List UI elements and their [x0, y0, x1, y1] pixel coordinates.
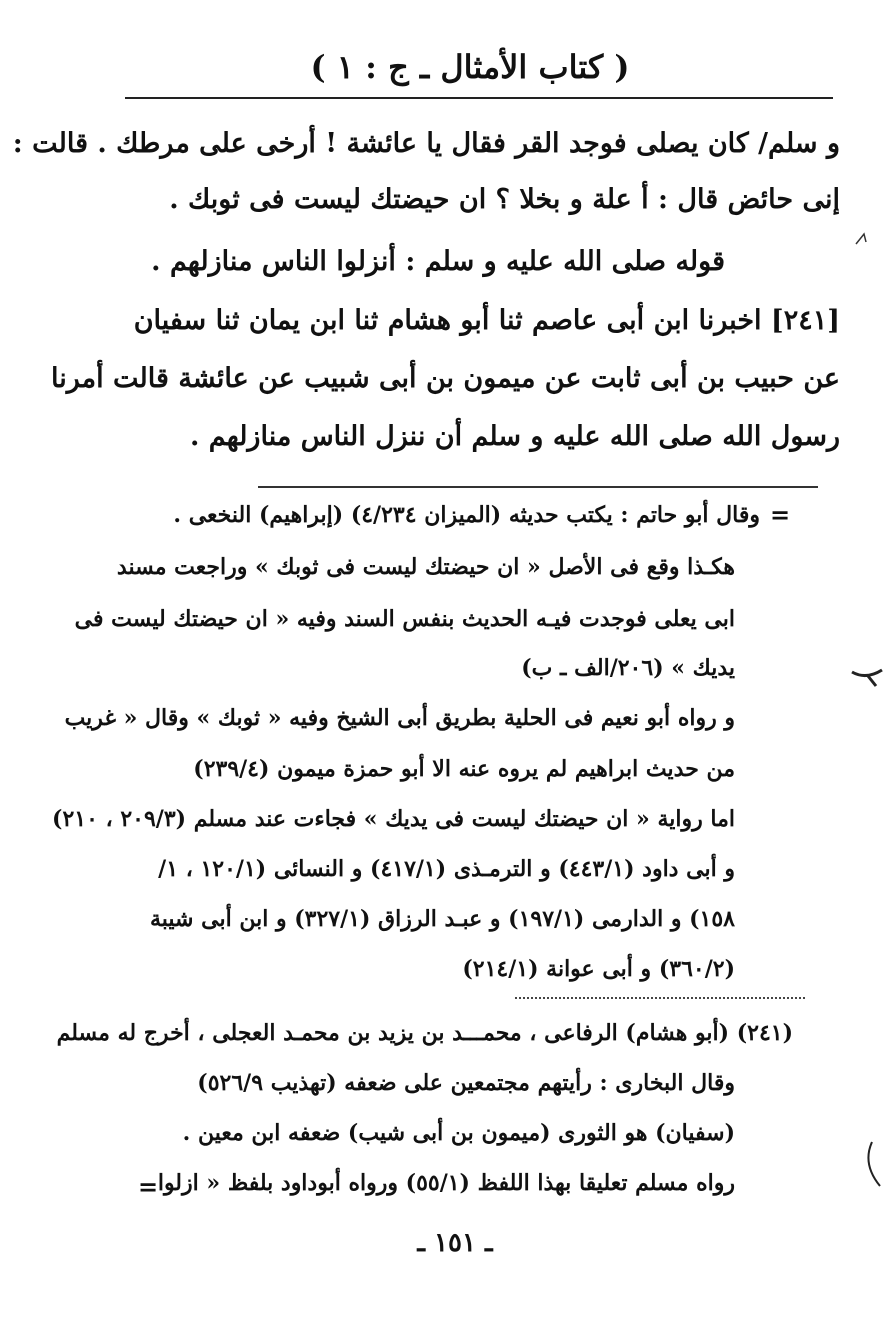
section-heading: قوله صلى الله عليه و سلم : أنزلوا الناس منازلهم .	[151, 246, 725, 277]
footnote-line: و رواه أبو نعيم فى الحلية بطريق أبى الشيخ وفيه « ثوبك » وقال « غريب	[64, 705, 735, 731]
page-header-title: ( كتاب الأمثال ـ ج : ١ )	[310, 48, 630, 86]
main-text-line: [٢٤١] اخبرنا ابن أبى عاصم ثنا أبو هشام ثنا ابن يمان ثنا سفيان	[133, 305, 840, 336]
footnote-line: (سفيان) هو الثورى (ميمون بن أبى شيب) ضعفه ابن معين .	[182, 1120, 735, 1146]
secondary-footnote-rule	[515, 997, 805, 999]
main-text-line: و سلم/ كان يصلى فوجد القر فقال يا عائشة ! أرخى على مرطك . قالت :	[12, 128, 840, 159]
footnote-line: يديك » (٢٠٦/الف ـ ب)	[521, 655, 735, 681]
main-text-line: إنى حائض قال : أ علة و بخلا ؟ ان حيضتك ليست فى ثوبك .	[169, 184, 840, 215]
footnote-line: وقال أبو حاتم : يكتب حديثه (الميزان ٤/٢٣٤) (إبراهيم) النخعى .	[173, 502, 760, 528]
footnote-line: ١٥٨) و الدارمى (١٩٧/١) و عبـد الرزاق (٣٢٧/١) و ابن أبى شيبة	[149, 906, 735, 932]
scan-mark-icon	[850, 660, 884, 690]
footnote-rule	[258, 486, 818, 488]
footnote-line: وقال البخارى : رأيتهم مجتمعين على ضعفه (تهذيب ٥٢٦/٩)	[197, 1070, 735, 1096]
scan-mark-icon	[858, 1140, 884, 1190]
footnote-line: (٢٤١) (أبو هشام) الرفاعى ، محمـــد بن يزيد بن محمـد العجلى ، أخرج له مسلم	[56, 1020, 793, 1046]
footnote-line: من حديث ابراهيم لم يروه عنه الا أبو حمزة ميمون (٢٣٩/٤)	[193, 756, 735, 782]
footnote-line: (٣٦٠/٢) و أبى عوانة (٢١٤/١)	[462, 956, 735, 982]
footnote-line: ابى يعلى فوجدت فيـه الحديث بنفس السند وفيه « ان حيضتك ليست فى	[74, 606, 735, 632]
main-text-line: عن حبيب بن أبى ثابت عن ميمون بن أبى شبيب عن عائشة قالت أمرنا	[51, 363, 840, 394]
page-number: ـ ١٥١ ـ	[417, 1228, 493, 1258]
footnote-line: اما رواية « ان حيضتك ليست فى يديك » فجاءت عند مسلم (٢٠٩/٣ ، ٢١٠)	[52, 806, 735, 832]
footnote-line: و أبى داود (٤٤٣/١) و الترمـذى (٤١٧/١) و النسائى (١٢٠/١ ، ١/	[158, 856, 735, 882]
header-rule	[125, 97, 833, 99]
continuation-marker: =	[770, 500, 791, 529]
continuation-marker-end: =	[138, 1172, 159, 1201]
footnote-line: رواه مسلم تعليقا بهذا اللفظ (٥٥/١) ورواه أبوداود بلفظ « ازلوا	[157, 1170, 735, 1196]
main-text-line: رسول الله صلى الله عليه و سلم أن ننزل الناس منازلهم .	[189, 421, 840, 452]
footnote-line: هكـذا وقع فى الأصل « ان حيضتك ليست فى ثوبك » وراجعت مسند	[116, 554, 735, 580]
scan-mark-icon	[852, 228, 872, 248]
